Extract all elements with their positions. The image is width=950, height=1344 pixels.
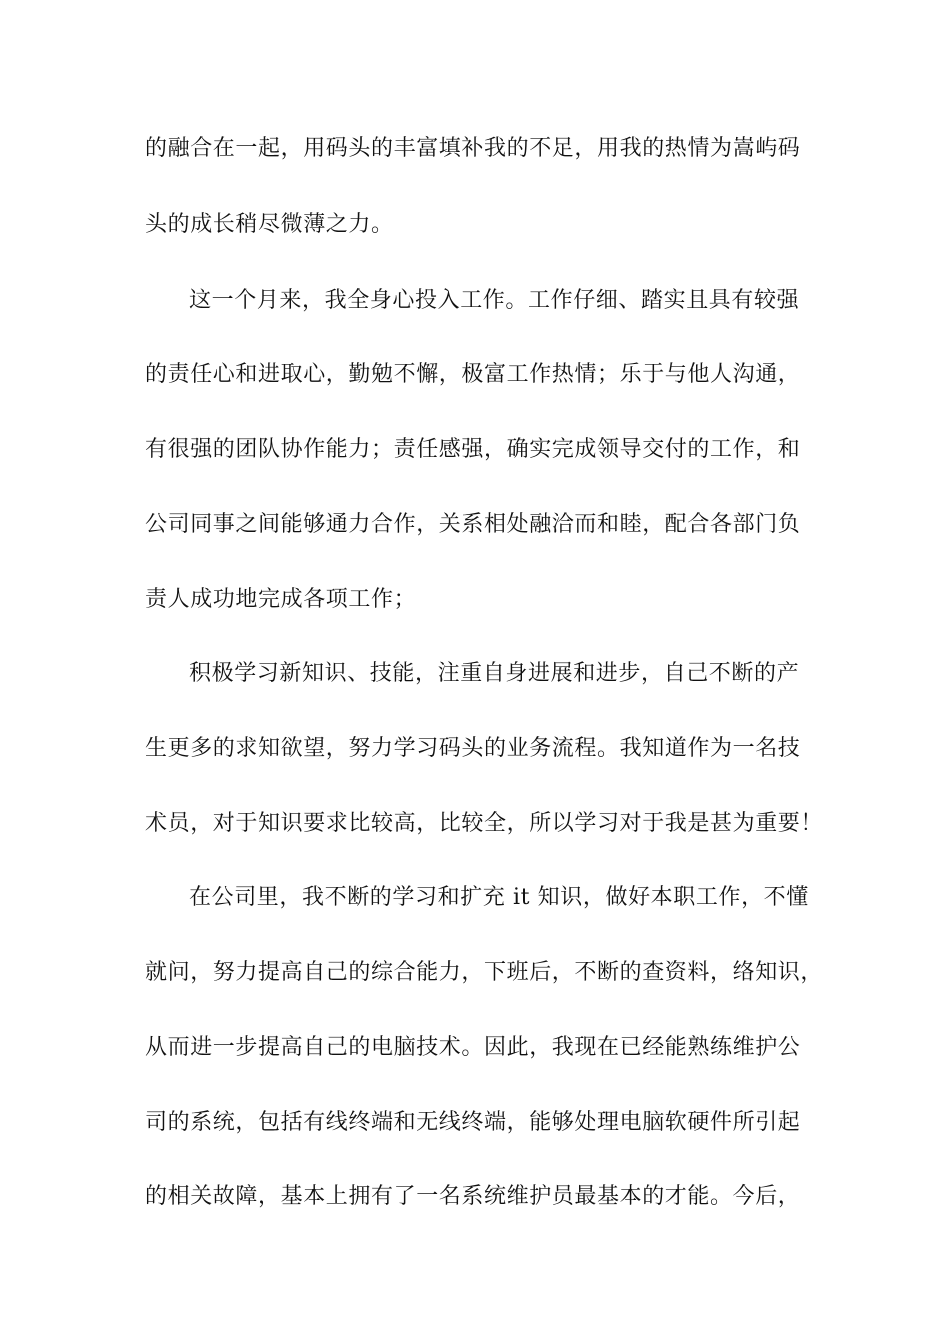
text-line: 有很强的团队协作能力；责任感强，确实完成领导交付的工作，和 [145, 437, 801, 462]
paragraph-first-line: 积极学习新知识、技能，注重自身进展和进步，自己不断的产 [189, 661, 800, 686]
paragraph-first-line: 这一个月来，我全身心投入工作。工作仔细、踏实且具有较强 [189, 288, 800, 313]
text-line: 公司同事之间能够通力合作，关系相处融洽而和睦，配合各部门负 [145, 512, 801, 537]
text-line: 责人成功地完成各项工作； [145, 587, 417, 612]
text-line: 的相关故障，基本上拥有了一名系统维护员最基本的才能。今后， [145, 1184, 801, 1209]
text-line: 司的系统，包括有线终端和无线终端，能够处理电脑软硬件所引起 [145, 1110, 801, 1135]
text-line: 就问，努力提高自己的综合能力，下班后，不断的查资料，络知识， [145, 960, 824, 985]
text-line: 头的成长稍尽微薄之力。 [145, 212, 394, 237]
text-line: 术员，对于知识要求比较高，比较全，所以学习对于我是甚为重要！ [145, 811, 824, 836]
text-line: 生更多的求知欲望，努力学习码头的业务流程。我知道作为一名技 [145, 736, 801, 761]
text-line: 从而进一步提高自己的电脑技术。因此，我现在已经能熟练维护公 [145, 1035, 801, 1060]
text-line: 的融合在一起，用码头的丰富填补我的不足，用我的热情为嵩屿码 [145, 136, 801, 161]
text-line: 的责任心和进取心，勤勉不懈，极富工作热情；乐于与他人沟通， [145, 362, 801, 387]
paragraph-first-line: 在公司里，我不断的学习和扩充 it 知识，做好本职工作，不懂 [189, 885, 809, 910]
